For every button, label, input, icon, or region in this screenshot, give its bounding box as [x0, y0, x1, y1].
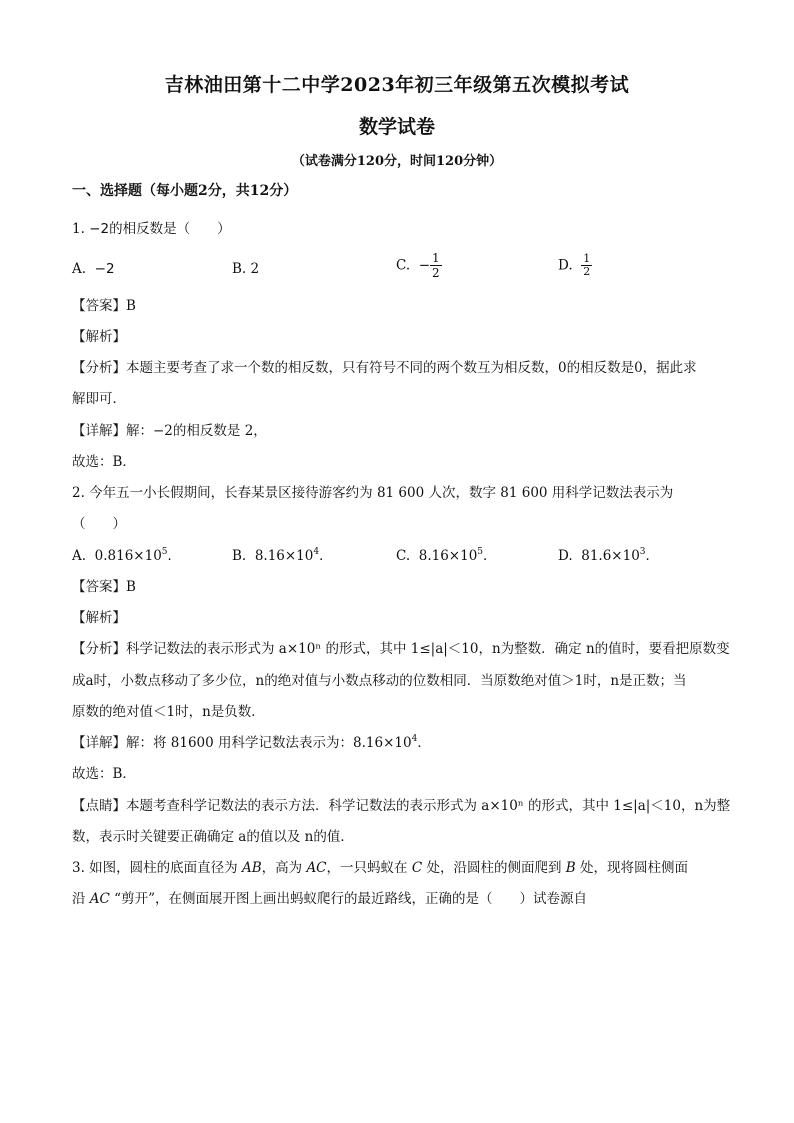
exam-subtitle: 数学试卷 — [358, 116, 435, 138]
q1-prompt — [72, 220, 231, 238]
q1-analysis-line-2: 解即可． — [72, 391, 126, 407]
q2-analysis-heading: 【解析】 — [72, 610, 126, 626]
q1-analysis-line-1: 【分析】本题主要考查了求一个数的相反数，只有符号不同的两个数互为相反数，0的相反数是0，据此求 — [72, 360, 697, 376]
q2-analysis-line-2: 成a时，小数点移动了多少位，n的绝对值与小数点移动的位数相同．当原数绝对值＞1时，n是正数；当 — [72, 673, 687, 689]
q1-analysis-heading: 【解析】 — [72, 329, 126, 345]
q2-option-a: A. $0.816\times 10^5$． — [72, 547, 182, 564]
q1-option-b: B. 2 — [232, 261, 260, 277]
q1-prompt-text: 的相反数是（ ） — [109, 221, 231, 237]
q2-detail: 【详解】解：将 81600 用科学记数法表示为：$8.16\times 10^4$． — [72, 734, 431, 751]
q2-prompt-line-1: 2. 今年五一小长假期间，长春某景区接待游客约为 81 600 人次，数字 81 600 用科学记数法表示为 — [72, 485, 674, 501]
q2-prompt-line-2: （ ） — [72, 516, 126, 532]
q1-answer: 【答案】B — [72, 298, 136, 314]
q2-answer: 【答案】B — [72, 579, 136, 595]
q2-option-c: C. $8.16\times 10^5$． — [396, 547, 497, 564]
q1-choose: 故选：B． — [72, 454, 136, 470]
q2-analysis-line-3: 原数的绝对值＜1时，n是负数． — [72, 704, 265, 720]
q2-option-b: B. $8.16\times 10^4$． — [232, 547, 333, 564]
q2-comment-line-1: 【点睛】本题考查科学记数法的表示方法．科学记数法的表示形式为 a×10ⁿ 的形式，其中 1≤|a|＜10，n为整 — [72, 798, 731, 814]
q2-comment-line-2: 数，表示时关键要正确确定 a的值以及 n的值． — [72, 829, 354, 845]
q1-detail: 【详解】解：−2的相反数是 2， — [72, 423, 267, 439]
q1-option-c-fraction: $\frac{1}{2}$ — [432, 251, 440, 280]
q2-option-d: D. $81.6\times 10^3$． — [558, 547, 660, 564]
q1-option-a: A. −2 — [72, 261, 115, 277]
exam-title: 吉林油田第十二中学2023年初三年级第五次模拟考试 — [164, 74, 630, 96]
section-heading: 一、选择题（每小题2分，共12分） — [72, 183, 298, 199]
q2-choose: 故选：B． — [72, 766, 136, 782]
q3-prompt-line-1: 3. 如图，圆柱的底面直径为 AB，高为 AC，一只蚂蚁在 C 处，沿圆柱的侧面爬到 B 处，现将圆柱侧面 — [72, 860, 688, 876]
exam-note: （试卷满分120分，时间120分钟） — [291, 154, 503, 169]
q2-analysis-line-1: 【分析】科学记数法的表示形式为 a×10ⁿ 的形式，其中 1≤|a|＜10，n为整数．确定 n的值时，要看把原数变 — [72, 641, 730, 657]
q1-option-d: D. $\frac{1}{2}$ — [558, 252, 591, 278]
q3-prompt-line-2: 沿 AC “剪开”，在侧面展开图上画出蚂蚁爬行的最近路线，正确的是（ ）试卷源自 — [72, 891, 587, 907]
q1-option-c: C. − $\frac{1}{2}$ — [396, 251, 440, 280]
q1-math: −2 — [89, 221, 110, 237]
q1-option-d-fraction: $\frac{1}{2}$ — [583, 252, 591, 278]
q1-number: 1. — [72, 221, 90, 237]
